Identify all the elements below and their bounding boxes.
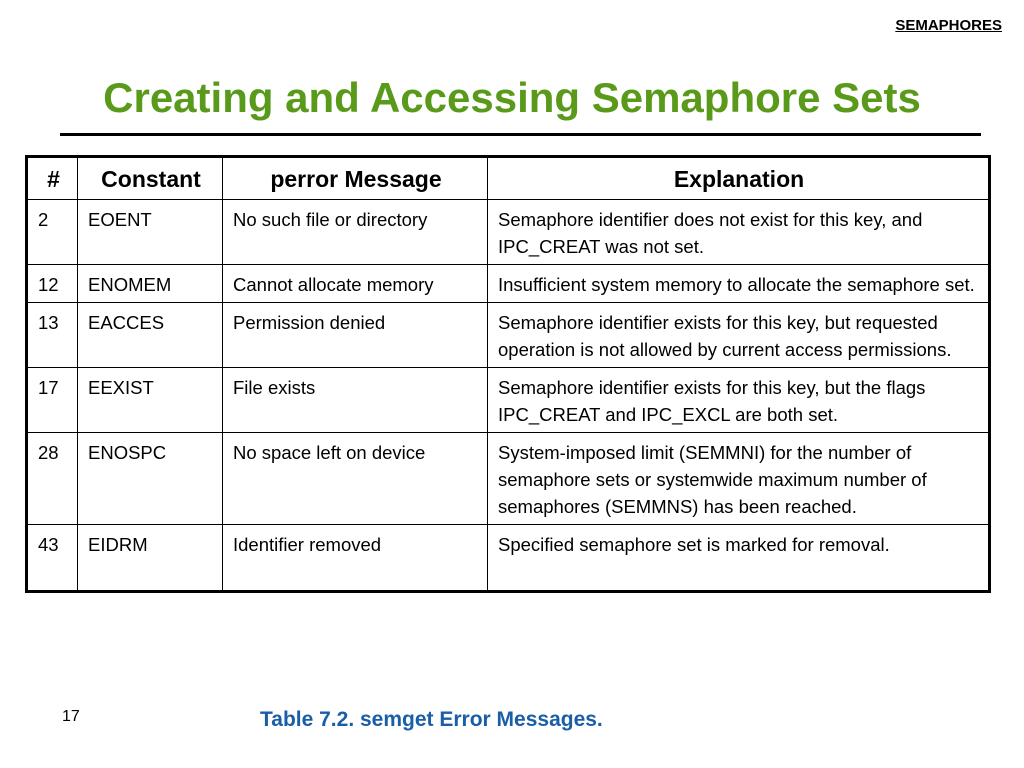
error-table-grid	[27, 157, 989, 591]
cell-explanation: Insufficient system memory to allocate the semaphore set.	[488, 265, 989, 303]
cell-explanation: Semaphore identifier exists for this key, but requested operation is not allowed by current access permissions.	[488, 303, 989, 368]
cell-explanation: System-imposed limit (SEMMNI) for the number of semaphore sets or systemwide maximum number of semaphores (SEMMNS) has been reached.	[488, 433, 989, 525]
cell-explanation: Semaphore identifier does not exist for this key, and IPC_CREAT was not set.	[488, 200, 989, 265]
cell-perror-message: No space left on device	[223, 433, 488, 525]
cell-constant: ENOSPC	[78, 433, 223, 525]
table-row	[28, 433, 989, 525]
table-caption: Table 7.2. semget Error Messages.	[260, 708, 603, 731]
title-divider	[60, 133, 981, 136]
cell-perror-message: File exists	[223, 368, 488, 433]
table-row	[28, 303, 989, 368]
cell-explanation: Specified semaphore set is marked for removal.	[488, 525, 989, 591]
cell-number: 2	[28, 200, 78, 265]
cell-perror-message: Identifier removed	[223, 525, 488, 591]
table-row	[28, 265, 989, 303]
column-header-perror-message: perror Message	[223, 158, 488, 200]
table-header-row	[28, 158, 989, 200]
slide-title: Creating and Accessing Semaphore Sets	[103, 74, 921, 121]
cell-constant: EACCES	[78, 303, 223, 368]
error-table	[25, 155, 991, 593]
column-header-number: #	[28, 158, 78, 200]
table-row	[28, 368, 989, 433]
cell-constant: EIDRM	[78, 525, 223, 591]
column-header-constant: Constant	[78, 158, 223, 200]
cell-constant: EOENT	[78, 200, 223, 265]
cell-number: 12	[28, 265, 78, 303]
cell-constant: EEXIST	[78, 368, 223, 433]
cell-perror-message: Cannot allocate memory	[223, 265, 488, 303]
table-row	[28, 200, 989, 265]
cell-number: 17	[28, 368, 78, 433]
cell-number: 43	[28, 525, 78, 591]
page-number: 17	[62, 708, 80, 725]
section-label: SEMAPHORES	[895, 17, 1002, 34]
cell-perror-message: No such file or directory	[223, 200, 488, 265]
cell-perror-message: Permission denied	[223, 303, 488, 368]
cell-number: 28	[28, 433, 78, 525]
table-row	[28, 525, 989, 591]
cell-constant: ENOMEM	[78, 265, 223, 303]
column-header-explanation: Explanation	[488, 158, 989, 200]
cell-number: 13	[28, 303, 78, 368]
cell-explanation: Semaphore identifier exists for this key, but the flags IPC_CREAT and IPC_EXCL are both set.	[488, 368, 989, 433]
